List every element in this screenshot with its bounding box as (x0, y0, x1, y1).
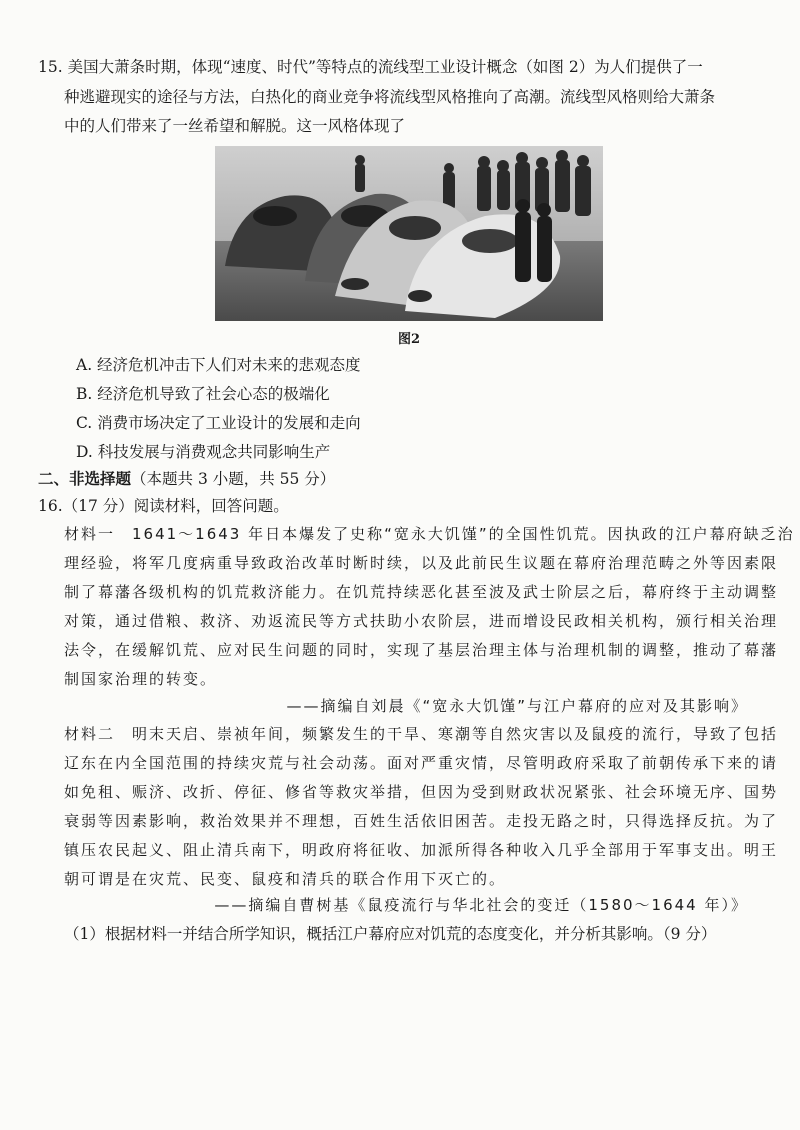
q15-option-d[interactable]: D. 科技发展与消费观念共同影响生产 (76, 443, 331, 461)
q15-option-a[interactable]: A. 经济危机冲击下人们对未来的悲观态度 (76, 356, 361, 374)
q15-stem-line-2: 种逃避现实的途径与方法，白热化的商业竞争将流线型风格推向了高潮。流线型风格则给大萧条 (64, 88, 716, 106)
q15-stem-line-3: 中的人们带来了一丝希望和解脱。这一风格体现了 (64, 117, 406, 135)
material2-line-6: 朝可谓是在灾荒、民变、鼠疫和清兵的联合作用下灭亡的。 (64, 870, 507, 888)
material2-line-3: 如免租、赈济、改折、停征、修省等救灾举措，但因为受到财政状况紧张、社会环境无序、国势 (64, 783, 779, 801)
material1-line-5: 法令，在缓解饥荒、应对民生问题的同时，实现了基层治理主体与治理机制的调整，推动了幕藩 (64, 641, 779, 659)
figure-caption: 图2 (398, 332, 421, 347)
q15-option-b[interactable]: B. 经济危机导致了社会心态的极端化 (76, 385, 330, 403)
material1-line-1: 材料一 1641～1643 年日本爆发了史称“宽永大饥馑”的全国性饥荒。因执政的江户幕府缺乏治 (64, 525, 795, 543)
section-heading (38, 470, 335, 489)
material2-line-5: 镇压农民起义、阻止清兵南下，明政府将征收、加派所得各种收入几乎全部用于军事支出。明王 (64, 841, 779, 859)
section-note: （本题共 3 小题，共 55 分） (131, 470, 336, 488)
q15-option-c[interactable]: C. 消费市场决定了工业设计的发展和走向 (76, 414, 361, 432)
material1-line-4: 对策，通过借粮、救济、劝返流民等方式扶助小农阶层，进而增设民政相关机构，颁行相关治理 (64, 612, 779, 630)
material1-line-3: 制了幕藩各级机构的饥荒救济能力。在饥荒持续恶化甚至波及武士阶层之后，幕府终于主动调整 (64, 583, 779, 601)
material1-source: ——摘编自刘晨《“宽永大饥馑”与江户幕府的应对及其影响》 (286, 697, 748, 715)
q16-subquestion-1: （1）根据材料一并结合所学知识，概括江户幕府应对饥荒的态度变化，并分析其影响。（9 分） (64, 925, 717, 943)
streamlined-cars-photo (215, 146, 603, 321)
material2-line-2: 辽东在内全国范围的持续灾荒与社会动荡。面对严重灾情，尽管明政府采取了前朝传承下来的请 (64, 754, 779, 772)
material2-source: ——摘编自曹树基《鼠疫流行与华北社会的变迁（1580～1644 年）》 (214, 896, 748, 914)
q16-header: 16.（17 分）阅读材料，回答问题。 (38, 497, 289, 515)
section-title: 二、非选择题 (38, 469, 132, 488)
q15-stem-line-1: 15. 美国大萧条时期，体现“速度、时代”等特点的流线型工业设计概念（如图 2）为人们提供了一 (38, 58, 703, 76)
material1-line-2: 理经验，将军几度病重导致政治改革时断时续，以及此前民生议题在幕府治理范畴之外等因素限 (64, 554, 779, 572)
material2-line-1: 材料二 明末天启、崇祯年间，频繁发生的干旱、寒潮等自然灾害以及鼠疫的流行，导致了包括 (64, 725, 779, 743)
material2-line-4: 衰弱等因素影响，救治效果并不理想，百姓生活依旧困苦。走投无路之时，只得选择反抗。为了 (64, 812, 779, 830)
material1-line-6: 制国家治理的转变。 (64, 670, 218, 688)
